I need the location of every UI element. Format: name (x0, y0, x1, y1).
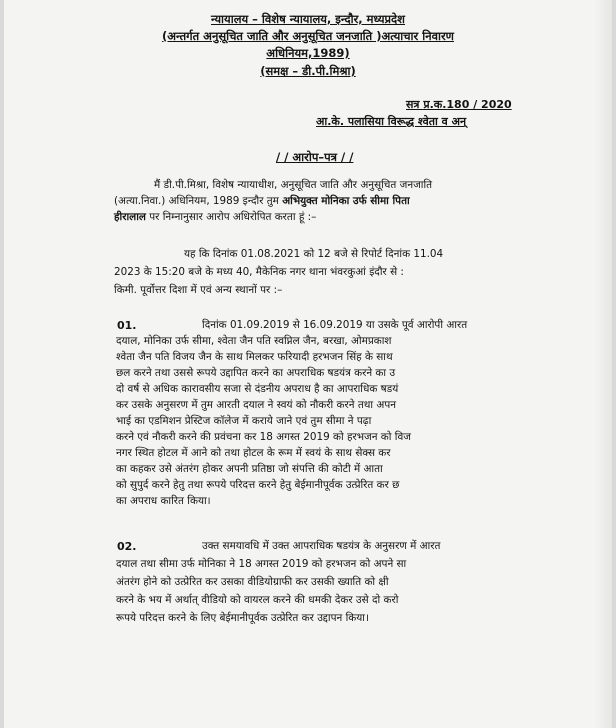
charge-number-1: 01. (117, 319, 137, 332)
charge-1-line: दयाल, मोनिका उर्फ सीमा, श्वेता जैन पति स्वप्निल जैन, बरखा, ओमप्रकाश (116, 335, 392, 347)
intro-line-3 (114, 210, 316, 224)
charge-2-line: रूपये परिदत्त करने के लिए बेईमानीपूर्वक उत्प्रेरित कर उद्दापन किया। (116, 612, 369, 624)
charge-2-line: अंतरंग होने को उत्प्रेरित कर उसका वीडियोग्राफी कर उसकी ख्याति को क्षी (116, 576, 389, 588)
charge-1-line: कर उसके अनुसरण में तुम आरती दयाल ने स्वयं को नौकरी करने तथा अपन (116, 399, 396, 411)
charge-2-line: उक्त समयावधि में उक्त आपराधिक षडयंत्र के अनुसरण में आरत (202, 540, 441, 552)
case-parties: आ.के. पलासिया विरूद्ध श्वेता व अन् (316, 115, 467, 128)
charge-1-line: दो वर्ष से अधिक कारावसीय सजा से दंडनीय अपराध है का आपराधिक षडयं (116, 383, 399, 395)
intro-father-name: हीरालाल (114, 211, 146, 223)
intro-accused: अभियुक्त मोनिका उर्फ सीमा पिता (282, 195, 410, 207)
act-year-heading: अधिनियम,1989) (266, 46, 350, 60)
intro-charge-text: पर निम्नानुसार आरोप अधिरोपित करता हूं :– (149, 211, 317, 223)
act-heading: (अन्तर्गत अनुसूचित जाति और अनुसूचित जनजाति )अत्याचार निवारण (162, 29, 454, 43)
charge-1-line: भाई का एडमिशन प्रेस्टिज कॉलेज में कराये जाने एवं तुम सीमा ने पढ़ा (116, 415, 372, 427)
charge-1-line: करने एवं नौकरी करने की प्रवंचना कर 18 अगस्त 2019 को हरभजन को विज (116, 431, 411, 443)
charge-1-line: दिनांक 01.09.2019 से 16.09.2019 या उसके पूर्व आरोपी आरत (202, 319, 468, 331)
charge-1-line: श्वेता जैन पति विजय जैन के साथ मिलकर फरियादी हरभजन सिंह के साथ (116, 351, 393, 363)
charge-number-2: 02. (117, 540, 137, 553)
charge-2-line: करने के भय में अर्थात् वीडियो को वायरल करने की धमकी देकर उसे दो करो (116, 594, 399, 606)
charge-2-line: दयाल तथा सीमा उर्फ मोनिका ने 18 अगस्त 2019 को हरभजन को अपने सा (116, 558, 407, 570)
charge-1-line: नगर स्थित होटल में आने को तथा होटल के रूम में स्वयं के साथ सेक्स कर (116, 447, 391, 459)
document-page (4, 0, 612, 728)
charge-1-line: छल करने तथा उससे रूपये उद्दापित करने का अपराधिक षडयंत्र करने का उ (116, 367, 396, 379)
presiding-judge: (समक्ष – डी.पी.मिश्रा) (260, 64, 356, 78)
period-line-1: यह कि दिनांक 01.08.2021 को 12 बजे से रिपोर्ट दिनांक 11.04 (184, 248, 444, 260)
document-title: / / आरोप–पत्र / / (276, 150, 354, 164)
period-line-2: 2023 के 15:20 बजे के मध्य 40, मैकेनिक नगर थाना भंवरकुआं इंदौर से : (114, 266, 404, 278)
period-line-3: किमी. पूर्वोत्तर दिशा में एवं अन्य स्थानों पर :– (114, 284, 283, 296)
intro-line-2 (114, 194, 410, 208)
charge-1-line: को सुपुर्द करने हेतु तथा रूपये परिदत्त करने हेतु बेईमानीपूर्वक उत्प्रेरित कर छ (116, 479, 400, 491)
charge-1-line: का कहकर उसे अंतरंग होकर अपनी प्रतिष्ठा जो संपत्ति की कोटी में आता (116, 463, 383, 475)
intro-line-1: मैं डी.पी.मिश्रा, विशेष न्यायाधीश, अनुसूचित जाति और अनुसूचित जनजाति (154, 179, 433, 191)
court-heading: न्यायालय – विशेष न्यायालय, इन्दौर, मध्यप्रदेश (211, 12, 405, 26)
case-number: सत्र प्र.क.180 / 2020 (406, 98, 512, 111)
charge-1-line: का अपराध कारित किया। (116, 495, 211, 507)
intro-act: (अत्या.निवा.) अधिनियम, 1989 इन्दौर तुम (114, 195, 279, 207)
